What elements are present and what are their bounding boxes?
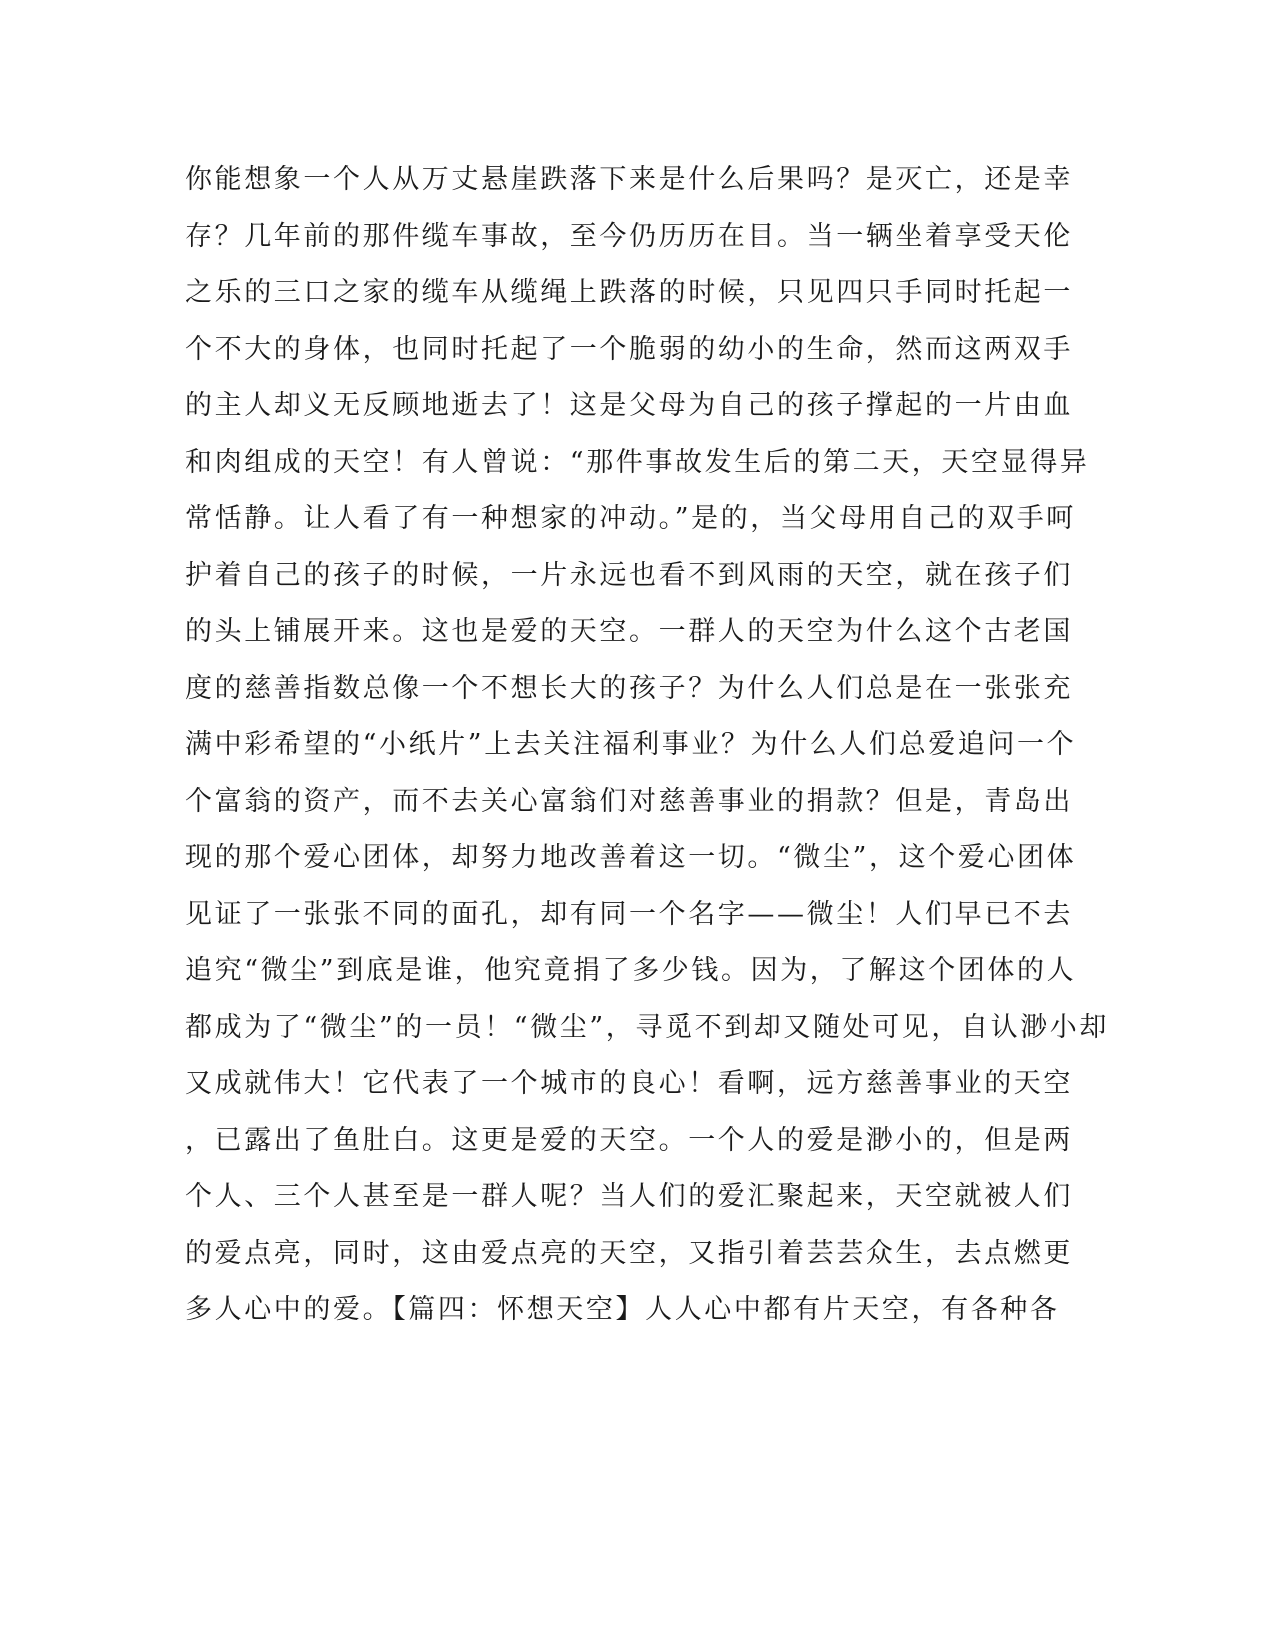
text-line-21: 多人心中的爱。【篇四：怀想天空】人人心中都有片天空，有各种各 xyxy=(185,1294,1060,1325)
text-line-10: 度的慈善指数总像一个不想长大的孩子？为什么人们总是在一张张充 xyxy=(185,672,1073,704)
text-line-5: 的主人却义无反顾地逝去了！这是父母为自己的孩子撑起的一片由血 xyxy=(185,390,1073,421)
body-text xyxy=(185,158,1110,1345)
text-line-16: 都成为了“微尘”的一员！“微尘”，寻觅不到却又随处可见，自认渺小却 xyxy=(185,1011,1110,1043)
text-line-17: 又成就伟大！它代表了一个城市的良心！看啊，远方慈善事业的天空 xyxy=(185,1068,1073,1099)
text-line-1: 你能想象一个人从万丈悬崖跌落下来是什么后果吗？是灭亡，还是幸 xyxy=(185,164,1073,195)
text-line-7: 常恬静。让人看了有一种想家的冲动。”是的，当父母用自己的双手呵 xyxy=(185,503,1076,534)
text-line-2: 存？几年前的那件缆车事故，至今仍历历在目。当一辆坐着享受天伦 xyxy=(185,220,1073,252)
text-line-15: 追究“微尘”到底是谁，他究竟捐了多少钱。因为，了解这个团体的人 xyxy=(185,955,1077,986)
text-line-9: 的头上铺展开来。这也是爱的天空。一群人的天空为什么这个古老国 xyxy=(185,616,1073,647)
text-line-14: 见证了一张张不同的面孔，却有同一个名字——微尘！人们早已不去 xyxy=(185,898,1073,930)
text-line-6: 和肉组成的天空！有人曾说：“那件事故发生后的第二天，天空显得异 xyxy=(185,446,1090,478)
text-line-11: 满中彩希望的“小纸片”上去关注福利事业？为什么人们总爱追问一个 xyxy=(185,729,1077,760)
text-line-18: ，已露出了鱼肚白。这更是爱的天空。一个人的爱是渺小的，但是两 xyxy=(185,1124,1073,1156)
text-line-13: 现的那个爱心团体，却努力地改善着这一切。“微尘”，这个爱心团体 xyxy=(185,842,1077,873)
text-line-12: 个富翁的资产，而不去关心富翁们对慈善事业的捐款？但是，青岛出 xyxy=(185,785,1073,817)
text-line-20: 的爱点亮，同时，这由爱点亮的天空，又指引着芸芸众生，去点燃更 xyxy=(185,1237,1073,1269)
text-line-19: 个人、三个人甚至是一群人呢？当人们的爱汇聚起来，天空就被人们 xyxy=(185,1181,1073,1212)
text-line-4: 个不大的身体，也同时托起了一个脆弱的幼小的生命，然而这两双手 xyxy=(185,333,1073,365)
text-line-3: 之乐的三口之家的缆车从缆绳上跌落的时候，只见四只手同时托起一 xyxy=(185,277,1073,308)
text-line-8: 护着自己的孩子的时候，一片永远也看不到风雨的天空，就在孩子们 xyxy=(185,559,1073,591)
